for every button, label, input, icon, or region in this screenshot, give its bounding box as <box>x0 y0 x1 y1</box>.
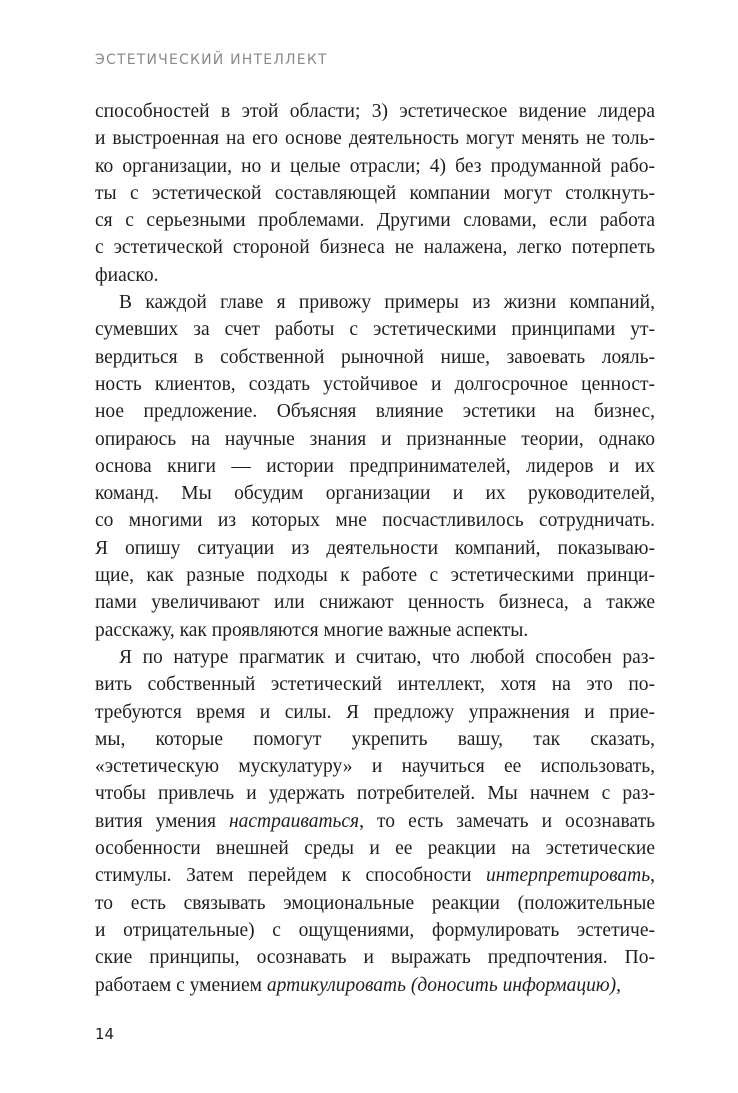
text-segment: ся с серьезными проблемами. Другими словами, если работа <box>95 210 655 232</box>
text-segment: опираюсь на научные знания и признанные теории, однако <box>95 428 655 450</box>
running-header: ЭСТЕТИЧЕСКИЙ ИНТЕЛЛЕКТ <box>95 52 328 68</box>
text-line <box>95 426 655 453</box>
text-segment: сумевших за счет работы с эстетическими принципами ут- <box>95 319 655 341</box>
text-segment: команд. Мы обсудим организации и их руководителей, <box>95 483 655 505</box>
text-segment: и отрицательные) с ощущениями, формулировать эстетиче- <box>95 919 655 941</box>
text-line <box>95 262 655 289</box>
text-line <box>95 862 655 889</box>
text-line <box>95 480 655 507</box>
text-line <box>95 644 655 671</box>
text-segment: В каждой главе я привожу примеры из жизни компаний, <box>119 292 655 314</box>
paragraph <box>95 98 655 289</box>
text-segment: расскажу, как проявляются многие важные аспекты. <box>95 619 529 641</box>
text-segment: и выстроенная на его основе деятельность могут менять не толь- <box>95 128 655 150</box>
text-segment: способностей в этой области; 3) эстетическое видение лидера <box>95 101 655 122</box>
text-segment: ность клиентов, создать устойчивое и долгосрочное ценност- <box>95 373 655 395</box>
text-line <box>95 562 655 589</box>
text-line <box>95 726 655 753</box>
text-line <box>95 453 655 480</box>
text-segment: Я по натуре прагматик и считаю, что любой способен раз- <box>119 646 655 668</box>
text-segment: ты с эстетической составляющей компании могут столкнуть- <box>95 182 655 204</box>
text-line <box>95 917 655 944</box>
body-text <box>95 98 655 999</box>
text-line <box>95 180 655 207</box>
italic-text: артикулировать (доносить информацию) <box>266 974 617 996</box>
text-line <box>95 316 655 343</box>
text-line <box>95 535 655 562</box>
text-line <box>95 98 655 125</box>
text-line <box>95 835 655 862</box>
text-line <box>95 289 655 316</box>
text-line <box>95 944 655 971</box>
text-line <box>95 780 655 807</box>
text-line <box>95 617 655 644</box>
text-line <box>95 507 655 534</box>
text-segment: работаем с умением <box>95 974 267 996</box>
page-number: 14 <box>95 1025 115 1043</box>
text-line <box>95 344 655 371</box>
text-segment: особенности внешней среды и ее реакции на эстетические <box>95 838 655 860</box>
text-segment: вития умения <box>95 810 229 832</box>
italic-text: настраиваться <box>228 810 360 832</box>
text-segment: требуются время и силы. Я предложу упражнения и прие- <box>95 701 655 723</box>
text-segment: со многими из которых мне посчастливилось сотрудничать. <box>95 510 655 532</box>
text-line <box>95 890 655 917</box>
text-line <box>95 234 655 261</box>
paragraph <box>95 289 655 644</box>
text-segment: стимулы. Затем перейдем к способности <box>95 865 486 887</box>
text-segment: мы, которые помогут укрепить вашу, так сказать, <box>95 728 655 750</box>
text-line <box>95 398 655 425</box>
text-line <box>95 808 655 835</box>
text-segment: чтобы привлечь и удержать потребителей. Мы начнем с раз- <box>95 783 655 805</box>
text-segment: Я опишу ситуации из деятельности компаний, показываю- <box>95 537 655 559</box>
text-segment: «эстетическую мускулатуру» и научиться ее использовать, <box>95 756 655 778</box>
text-segment: пами увеличивают или снижают ценность бизнеса, а также <box>95 592 655 614</box>
text-line <box>95 753 655 780</box>
italic-text: интерпретировать <box>485 865 651 887</box>
text-line <box>95 207 655 234</box>
text-segment: с эстетической стороной бизнеса не налажена, легко потерпеть <box>95 237 655 259</box>
text-segment: вердиться в собственной рыночной нише, завоевать лояль- <box>95 346 655 368</box>
text-segment: , то есть замечать и осознавать <box>359 810 655 832</box>
text-line <box>95 153 655 180</box>
text-segment: , <box>650 865 655 887</box>
text-segment: ко организации, но и целые отрасли; 4) без продуманной рабо- <box>95 155 655 177</box>
text-line <box>95 699 655 726</box>
paragraph <box>95 644 655 999</box>
text-segment: щие, как разные подходы к работе с эстетическими принци- <box>95 565 655 587</box>
text-segment: то есть связывать эмоциональные реакции (положительные <box>95 892 655 914</box>
text-segment: вить собственный эстетический интеллект, хотя на это по- <box>95 674 655 696</box>
text-line <box>95 671 655 698</box>
text-segment: ное предложение. Объясняя влияние эстетики на бизнес, <box>95 401 655 423</box>
text-line <box>95 972 655 999</box>
text-line <box>95 125 655 152</box>
text-segment: фиаско. <box>95 264 159 286</box>
text-segment: ские принципы, осознавать и выражать предпочтения. По- <box>95 947 655 969</box>
text-segment: , <box>616 974 621 996</box>
text-segment: основа книги — истории предпринимателей, лидеров и их <box>95 455 655 477</box>
text-line <box>95 589 655 616</box>
text-line <box>95 371 655 398</box>
